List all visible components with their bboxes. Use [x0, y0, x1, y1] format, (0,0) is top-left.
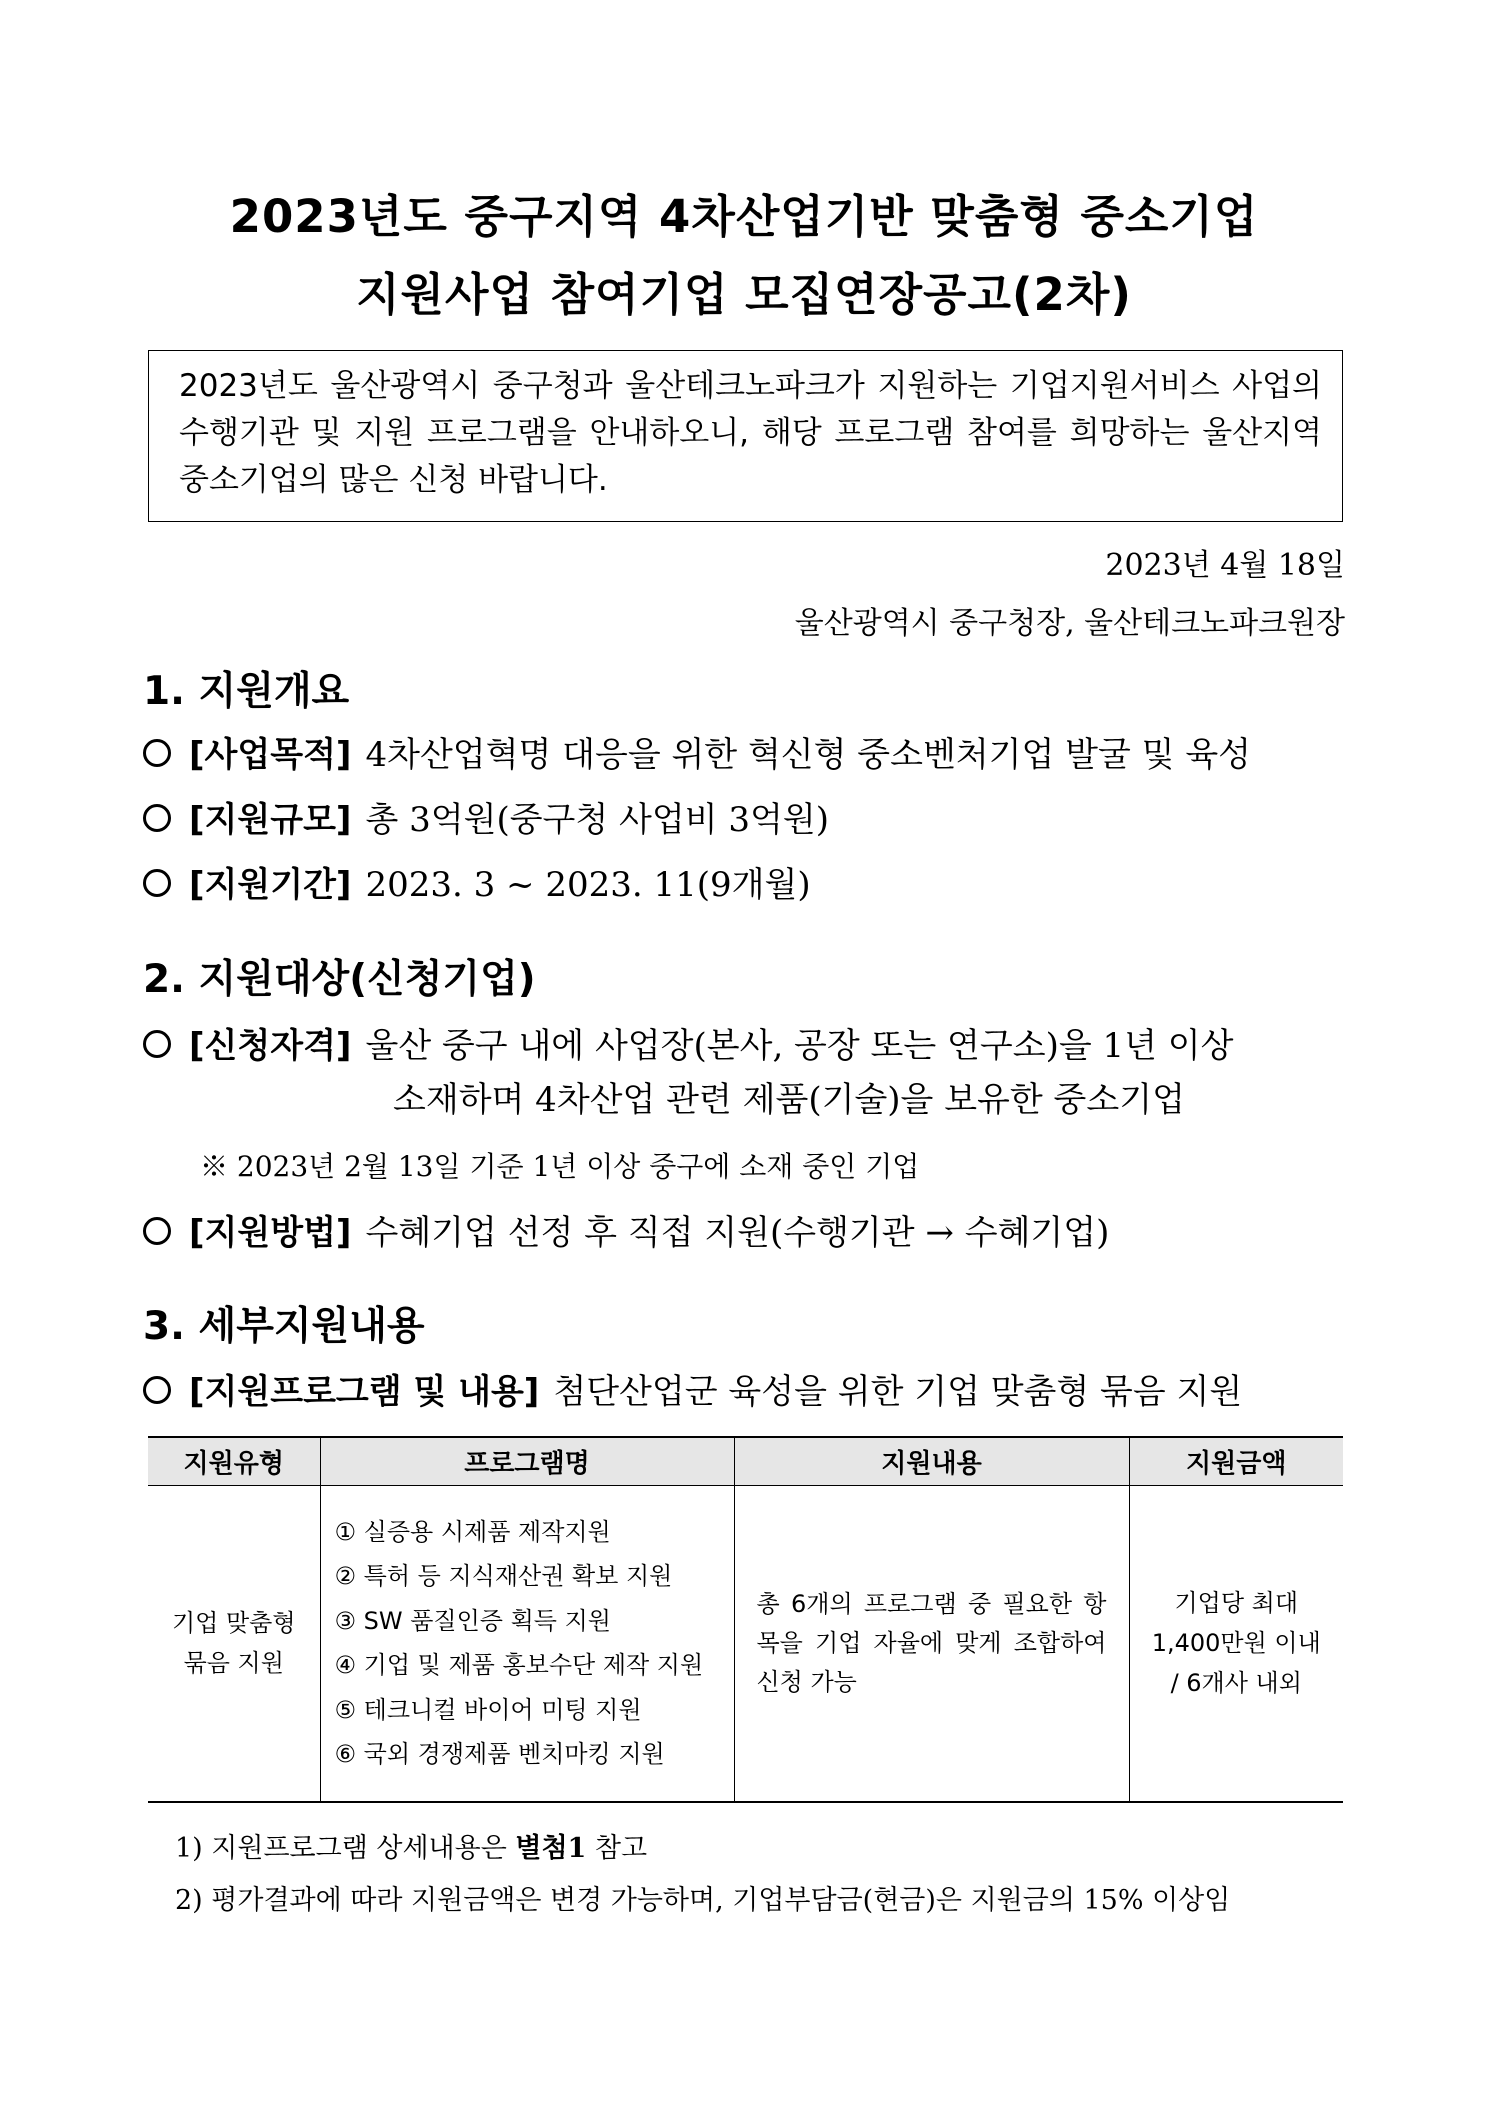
intro-box — [148, 350, 1343, 522]
program-item: ③ SW 품질인증 획득 지원 — [334, 1606, 611, 1635]
amount-text: 기업당 최대 — [1174, 1589, 1299, 1618]
program-list-cell — [320, 1486, 734, 1802]
item-label: [신청자격] — [189, 1026, 352, 1066]
bullet-circle-icon — [143, 1376, 171, 1404]
item-label: [사업목적] — [189, 735, 352, 775]
item-period — [143, 857, 811, 906]
program-item: ⑤ 테크니컬 바이어 미팅 지원 — [334, 1695, 642, 1724]
section-heading-overview: 1. 지원개요 — [143, 669, 350, 714]
item-value: 총 3억원(중구청 사업비 3억원) — [365, 800, 829, 840]
program-item: ① 실증용 시제품 제작지원 — [334, 1517, 611, 1546]
item-label: [지원방법] — [189, 1213, 352, 1253]
bullet-circle-icon — [143, 1217, 171, 1245]
issuer: 울산광역시 중구청장, 울산테크노파크원장 — [794, 606, 1345, 641]
item-label: [지원프로그램 및 내용] — [189, 1372, 540, 1412]
support-amount-cell — [1129, 1486, 1343, 1802]
item-label: [지원규모] — [189, 800, 352, 840]
item-value: 2023. 3 ~ 2023. 11(9개월) — [365, 865, 811, 905]
table-header-cell: 프로그램명 — [320, 1437, 734, 1486]
support-content-cell: 총 6개의 프로그램 중 필요한 항목을 기업 자율에 맞게 조합하여 신청 가능 — [734, 1486, 1129, 1802]
table-header-cell: 지원내용 — [734, 1437, 1129, 1486]
section-heading-details: 3. 세부지원내용 — [143, 1304, 425, 1349]
item-value: 수혜기업 선정 후 직접 지원(수행기관 → 수혜기업) — [365, 1213, 1110, 1253]
item-eligibility-line2: 소재하며 4차산업 관련 제품(기술)을 보유한 중소기업 — [393, 1080, 1185, 1120]
program-item: ④ 기업 및 제품 홍보수단 제작 지원 — [334, 1651, 704, 1680]
support-program-table — [148, 1436, 1343, 1803]
item-label: [지원기간] — [189, 865, 352, 905]
table-header-cell: 지원유형 — [148, 1437, 320, 1486]
support-type-text: 묶음 지원 — [183, 1649, 284, 1678]
bullet-circle-icon — [143, 1030, 171, 1058]
support-type-text: 기업 맞춤형 — [171, 1609, 296, 1638]
bullet-circle-icon — [143, 869, 171, 897]
item-eligibility — [143, 1018, 1233, 1067]
eligibility-note: ※ 2023년 2월 13일 기준 1년 이상 중구에 소재 중인 기업 — [200, 1150, 920, 1183]
item-value: 첨단산업군 육성을 위한 기업 맞춤형 묶음 지원 — [553, 1372, 1243, 1412]
program-item: ② 특허 등 지식재산권 확보 지원 — [334, 1562, 673, 1591]
table-row — [148, 1486, 1343, 1802]
footnote-2: 2) 평가결과에 따라 지원금액은 변경 가능하며, 기업부담금(현금)은 지원금의 15% 이상임 — [175, 1885, 1231, 1916]
item-purpose — [143, 727, 1251, 776]
document-title-line1: 2023년도 중구지역 4차산업기반 맞춤형 중소기업 — [229, 190, 1259, 243]
footnote-text: 참고 — [586, 1833, 648, 1864]
bullet-circle-icon — [143, 804, 171, 832]
bullet-circle-icon — [143, 739, 171, 767]
table-header-cell: 지원금액 — [1129, 1437, 1343, 1486]
amount-text: / 6개사 내외 — [1170, 1669, 1302, 1698]
document-title-line2: 지원사업 참여기업 모집연장공고(2차) — [356, 268, 1132, 321]
item-program — [143, 1364, 1242, 1413]
announcement-date: 2023년 4월 18일 — [1105, 548, 1345, 583]
item-value: 4차산업혁명 대응을 위한 혁신형 중소벤처기업 발굴 및 육성 — [365, 735, 1252, 775]
support-type-cell — [148, 1486, 320, 1802]
footnote-text: 1) 지원프로그램 상세내용은 — [175, 1833, 516, 1864]
intro-text: 2023년도 울산광역시 중구청과 울산테크노파크가 지원하는 기업지원서비스 사업의 수행기관 및 지원 프로그램을 안내하오니, 해당 프로그램 참여를 희망하는 울산지역 중소기업의 많은 신청 바랍니다. — [179, 368, 1322, 498]
item-value: 울산 중구 내에 사업장(본사, 공장 또는 연구소)을 1년 이상 — [365, 1026, 1234, 1066]
item-method — [143, 1205, 1109, 1254]
footnote-attachment-ref: 별첨1 — [515, 1833, 587, 1864]
section-heading-target: 2. 지원대상(신청기업) — [143, 957, 536, 1002]
program-item: ⑥ 국외 경쟁제품 벤치마킹 지원 — [334, 1740, 665, 1769]
footnote-1 — [175, 1826, 647, 1865]
item-scale — [143, 792, 829, 841]
table-header-row — [148, 1437, 1343, 1486]
amount-text: 1,400만원 이내 — [1151, 1629, 1321, 1658]
